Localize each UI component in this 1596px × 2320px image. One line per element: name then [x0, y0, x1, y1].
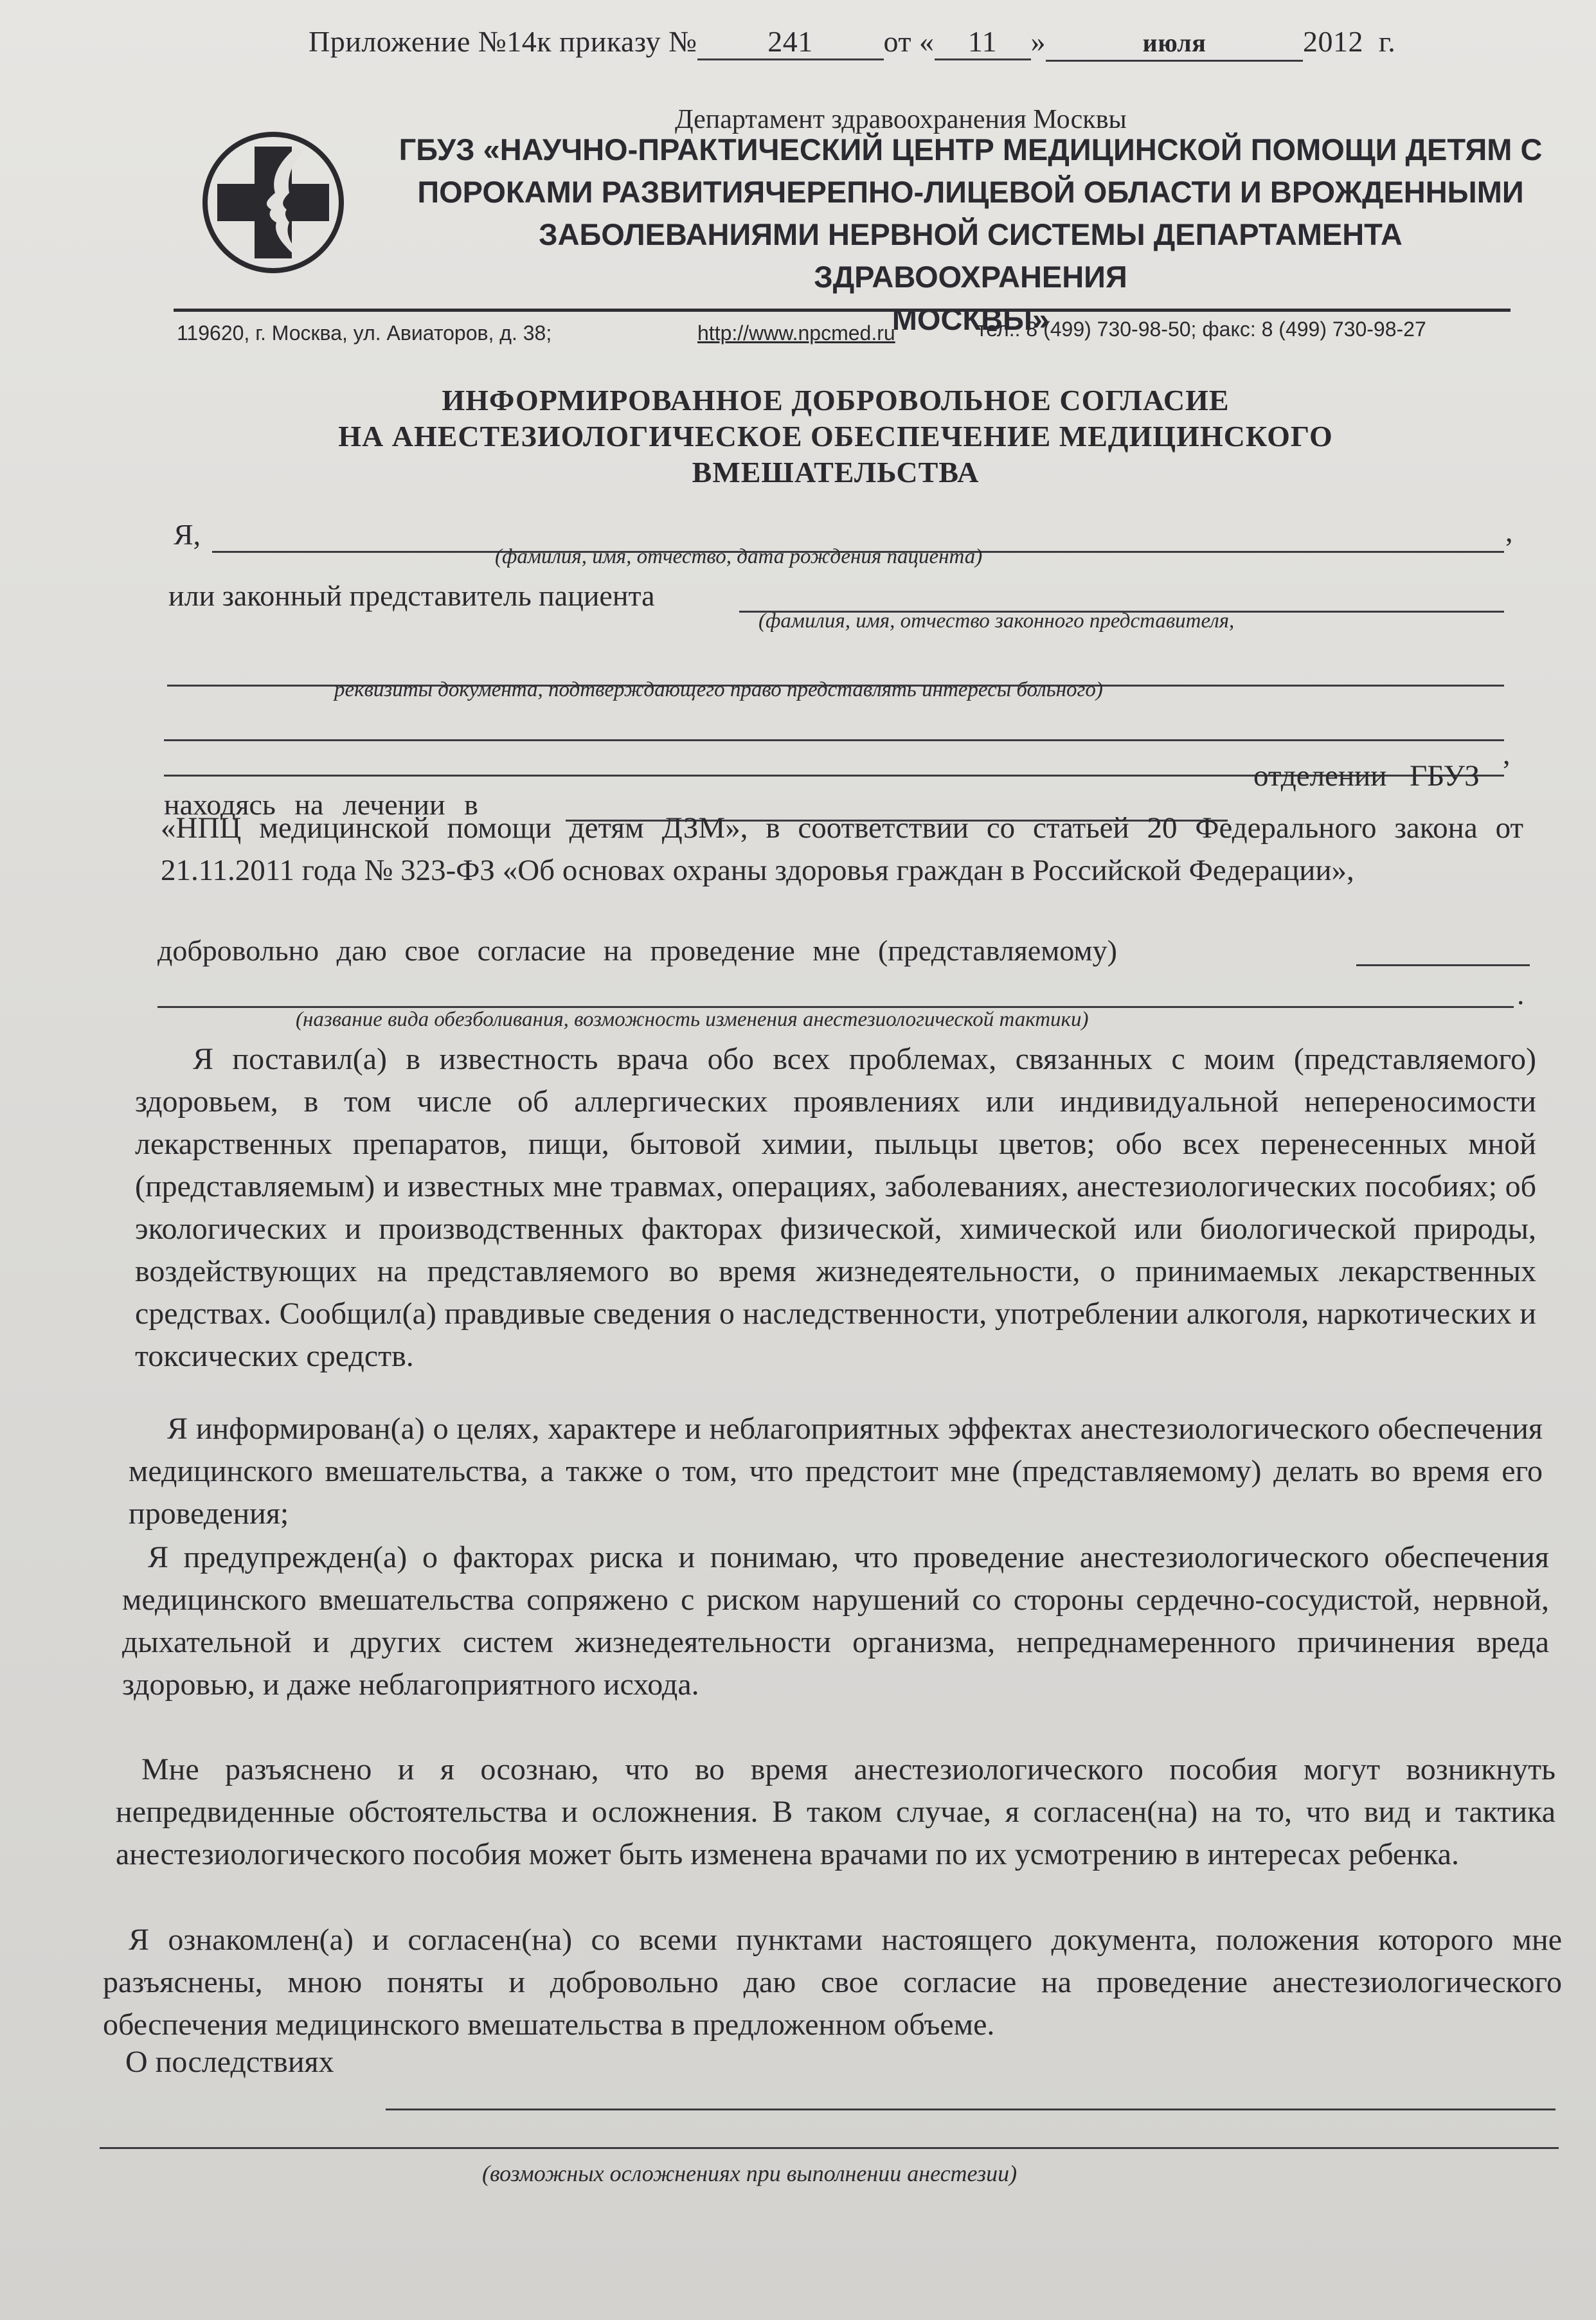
representative-caption: (фамилия, имя, отчество законного представителя,	[758, 609, 1235, 633]
appendix-prefix: Приложение №14к приказу №	[309, 25, 697, 58]
website-link[interactable]: http://www.npcmed.ru	[697, 321, 895, 345]
consequences-field-2[interactable]	[100, 2147, 1559, 2149]
organization-line: МОСКВЫ»	[892, 302, 1050, 336]
medical-cross-profile-icon	[199, 129, 347, 276]
paragraph-agreement: Я ознакомлен(а) и согласен(на) со всеми пунктами настоящего документа, положения которого мне разъяснены, мною поняты и добровольно даю свое согласие на проведение анестезиологического обеспечения медицинского вмешательства в предложенном объеме.	[103, 1923, 1562, 2042]
title-line: НА АНЕСТЕЗИОЛОГИЧЕСКОЕ ОБЕСПЕЧЕНИЕ МЕДИЦИНСКОГО	[338, 420, 1333, 453]
comma: ,	[1503, 737, 1511, 770]
period: .	[1517, 978, 1525, 1011]
order-day: 11	[935, 25, 1031, 60]
order-number: 241	[697, 25, 884, 60]
paragraph-health-disclosure: Я поставил(а) в известность врача обо всех проблемах, связанных с моим (представляемого) здоровьем, в том числе об аллергических проявлениях или индивидуальной непереносимости лекарственных препаратов, пищи, бытовой химии, пыльцы цветов; обо всех перенесенных мной (представляемым) и известных мне травмах, операциях, заболеваниях, анестезиологических пособиях; об экологических и производственных факторах физической, химической или биологической природы, воздействующих на представляемого во время жизнедеятельности, о принимаемых лекарственных средствах. Сообщил(а) правдивые сведения о наследственности, употреблении алкоголя, наркотических и токсических средств.	[135, 1042, 1536, 1373]
address: 119620, г. Москва, ул. Авиаторов, д. 38;	[177, 321, 552, 345]
consent-intro: добровольно даю свое согласие на проведение мне (представляемому)	[157, 934, 1117, 967]
order-month: июля	[1046, 26, 1303, 62]
treatment-intro: находясь на лечении в	[164, 788, 478, 821]
representative-label: или законный представитель пациента	[168, 579, 655, 612]
date-mid: »	[1030, 25, 1046, 58]
organization-line: ГБУЗ «НАУЧНО-ПРАКТИЧЕСКИЙ ЦЕНТР МЕДИЦИНСКОЙ ПОМОЩИ ДЕТЯМ С	[399, 132, 1543, 166]
document-title	[161, 382, 1511, 490]
paragraph-informed: Я информирован(а) о целях, характере и неблагоприятных эффектах анестезиологического обеспечения медицинского вмешательства, а также о том, что предстоит мне (представляемому) делать во время его проведения;	[129, 1412, 1543, 1531]
department-word: отделении ГБУЗ	[1253, 759, 1480, 793]
title-line: ВМЕШАТЕЛЬСТВА	[692, 456, 980, 489]
title-line: ИНФОРМИРОВАННОЕ ДОБРОВОЛЬНОЕ СОГЛАСИЕ	[442, 384, 1230, 417]
consequences-field[interactable]	[386, 2109, 1556, 2110]
document-caption: реквизиты документа, подтверждающего право представлять интересы больного)	[334, 678, 1103, 701]
phone-fax: тел.: 8 (499) 730-98-50; факс: 8 (499) 730-98-27	[977, 318, 1426, 341]
header-divider	[174, 309, 1511, 312]
legal-basis-text: «НПЦ медицинской помощи детям ДЗМ», в соответствии со статьей 20 Федерального закона от 21.11.2011 года № 323-ФЗ «Об основах охраны здоровья граждан в Российской Федерации»,	[161, 811, 1523, 887]
anesthesia-type-field[interactable]	[1356, 964, 1530, 966]
paragraph-unforeseen: Мне разъяснено и я осознаю, что во время анестезиологического пособия могут возникнуть непредвиденные обстоятельства и осложнения. В таком случае, я согласен(на) на то, что вид и тактика анестезиологического пособия может быть изменена врачами по их усмотрению в интересах ребенка.	[116, 1752, 1556, 1871]
anesthesia-caption: (название вида обезболивания, возможность изменения анестезиологической тактики)	[296, 1008, 1089, 1031]
order-year: 2012	[1303, 25, 1364, 58]
consequences-label: О последствиях	[125, 2045, 334, 2079]
consequences-caption: (возможных осложнениях при выполнении анестезии)	[482, 2161, 1018, 2186]
appendix-line	[309, 24, 1395, 62]
patient-caption: (фамилия, имя, отчество, дата рождения пациента)	[495, 545, 983, 568]
organization-line: ПОРОКАМИ РАЗВИТИЯЧЕРЕПНО-ЛИЦЕВОЙ ОБЛАСТИ И ВРОЖДЕННЫМИ	[417, 175, 1524, 209]
ya-label: Я,	[174, 518, 201, 551]
organization-line: ЗАБОЛЕВАНИЯМИ НЕРВНОЙ СИСТЕМЫ ДЕПАРТАМЕНТА ЗДРАВООХРАНЕНИЯ	[539, 217, 1403, 294]
date-prefix: от «	[883, 25, 935, 58]
year-suffix: г.	[1379, 25, 1396, 58]
paragraph-risk-warning: Я предупрежден(а) о факторах риска и понимаю, что проведение анестезиологического обеспечения медицинского вмешательства сопряжено с риском нарушений со стороны сердечно-сосудистой, нервной, дыхательной и других систем жизнедеятельности организма, непреднамеренного причинения вреда здоровью, и даже неблагоприятного исхода.	[122, 1540, 1549, 1702]
comma: ,	[1505, 515, 1513, 548]
department-name: Департамент здравоохранения Москвы	[675, 105, 1127, 134]
document-details-field[interactable]	[164, 739, 1504, 741]
